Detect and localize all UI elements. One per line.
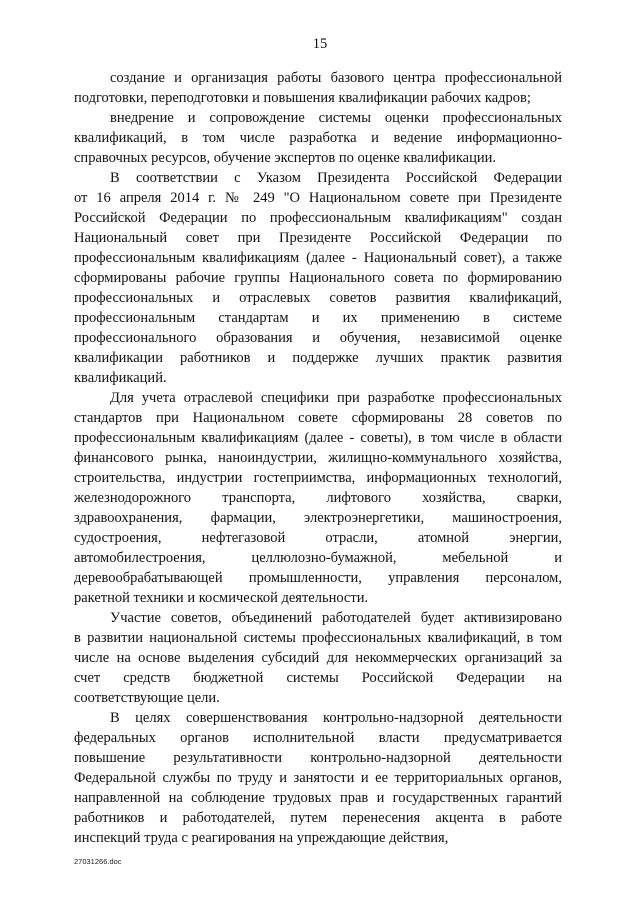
text-line: профессиональным квалификациям (далее - советы), в том числе в области (74, 430, 562, 446)
text-line: соответствующие цели. (74, 690, 220, 706)
text-line: повышение результативности контрольно-надзорной деятельности (74, 750, 562, 766)
text-line: финансового рынка, наноиндустрии, жилищно-коммунального хозяйства, (74, 450, 562, 466)
text-line: работников и работодателей, путем перенесения акцента в работе (74, 810, 562, 826)
text-line: железнодорожного транспорта, лифтового хозяйства, сварки, (74, 490, 562, 506)
text-line: Национальный совет при Президенте Российской Федерации по (74, 230, 562, 246)
text-line: создание и организация работы базового центра профессиональной (110, 70, 562, 86)
text-line: справочных ресурсов, обучение экспертов по оценке квалификации. (74, 150, 497, 166)
text-line: инспекций труда с реагирования на упреждающие действия, (74, 830, 449, 846)
text-line: подготовки, переподготовки и повышения квалификации рабочих кадров; (74, 90, 531, 106)
text-line: федеральных органов исполнительной власти предусматривается (74, 730, 562, 746)
page-number: 15 (312, 36, 328, 52)
footer-filename: 27031266.doc (74, 857, 122, 866)
text-line: Федеральной службы по труду и занятости и ее территориальных органов, (74, 770, 562, 786)
text-line: сформированы рабочие группы Национального совета по формированию (74, 270, 562, 286)
text-line: профессиональным стандартам и их применению в системе (74, 310, 562, 326)
paragraph (74, 68, 562, 108)
text-line: профессиональным квалификациям (далее - Национальный совет), а также (74, 250, 562, 266)
text-line: Для учета отраслевой специфики при разработке профессиональных (110, 390, 562, 406)
text-line: ракетной техники и космической деятельности. (74, 590, 369, 606)
text-line: в развитии национальной системы профессиональных квалификаций, в том (74, 630, 562, 646)
text-line: судостроения, нефтегазовой отрасли, атомной энергии, (74, 530, 562, 546)
text-line: внедрение и сопровождение системы оценки профессиональных (110, 110, 562, 126)
text-line: профессиональных и отраслевых советов развития квалификаций, (74, 290, 562, 306)
text-line: автомобилестроения, целлюлозно-бумажной, мебельной и (74, 550, 562, 566)
paragraph (74, 708, 562, 848)
text-line: от 16 апреля 2014 г. № 249 "О Национальном совете при Президенте (74, 190, 562, 206)
text-line: Участие советов, объединений работодателей будет активизировано (110, 610, 562, 626)
text-line: здравоохранения, фармации, электроэнергетики, машиностроения, (74, 510, 562, 526)
paragraph (74, 608, 562, 708)
text-line: направленной на соблюдение трудовых прав и государственных гарантий (74, 790, 562, 806)
text-line: числе на основе выделения субсидий для некоммерческих организаций за (74, 650, 562, 666)
document-body (74, 68, 562, 848)
text-line: В целях совершенствования контрольно-надзорной деятельности (110, 710, 562, 726)
text-line: квалификаций, в том числе разработка и ведение информационно- (74, 130, 562, 146)
text-line: Российской Федерации по профессиональным квалификациям" создан (74, 210, 562, 226)
text-line: В соответствии с Указом Президента Российской Федерации (110, 170, 562, 186)
text-line: квалификации работников и поддержке лучших практик развития (74, 350, 562, 366)
text-line: строительства, индустрии гостеприимства, информационных технологий, (74, 470, 562, 486)
text-line: квалификаций. (74, 370, 167, 386)
paragraph (74, 168, 562, 388)
text-line: профессионального образования и обучения, независимой оценке (74, 330, 562, 346)
text-line: стандартов при Национальном совете сформированы 28 советов по (74, 410, 562, 426)
text-line: деревообрабатывающей промышленности, управления персоналом, (74, 570, 562, 586)
paragraph (74, 108, 562, 168)
paragraph (74, 388, 562, 608)
text-line: счет средств бюджетной системы Российской Федерации на (74, 670, 562, 686)
